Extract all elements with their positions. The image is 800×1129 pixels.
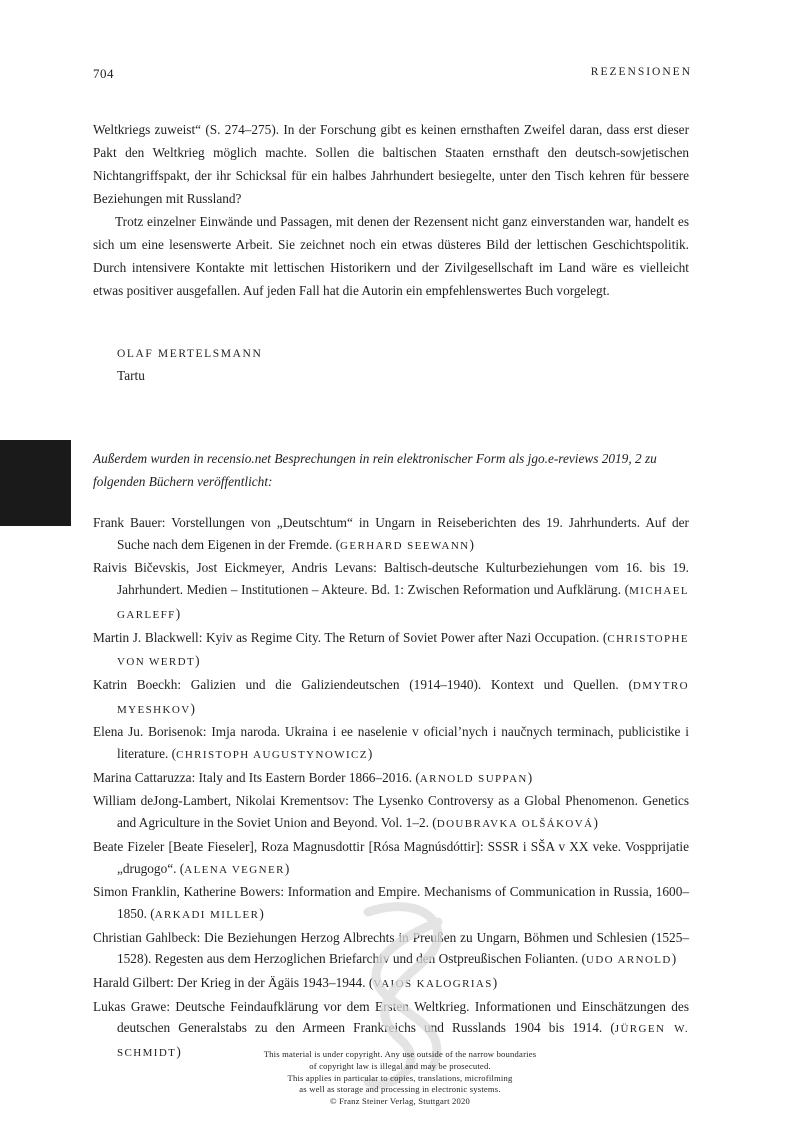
list-item: Beate Fizeler [Beate Fieseler], Roza Magnusdottir [Rósa Magnúsdóttir]: SSSR i SŠA v XX veke. Vospprijatie „drugogo“. (ALENA VEGNER) [93,838,689,876]
reviewer-name: ARKADI MILLER [154,908,260,921]
list-item: Katrin Boeckh: Galizien und die Galiziendeutschen (1914–1940). Kontext und Quellen. (DMYTRO MYESHKOV) [93,676,689,716]
list-item: Marina Cattaruzza: Italy and Its Eastern Border 1866–2016. (ARNOLD SUPPAN) [93,769,533,785]
intro-note: Außerdem wurden in recensio.net Besprechungen in rein elektronischer Form als jgo.e-reviews 2019, 2 zu folgenden Büchern veröffentlicht: [93,451,657,489]
author-place: Tartu [117,368,145,383]
list-item: Frank Bauer: Vorstellungen von „Deutschtum“ in Ungarn in Reiseberichten des 19. Jahrhunderts. Auf der Suche nach dem Eigenen in der Fremde. (GERHARD SEEWANN) [93,515,689,552]
reviewer-name: UDO ARNOLD [585,954,672,967]
reviewer-name: CHRISTOPH AUGUSTYNOWICZ [176,749,368,762]
copyright-line: This applies in particular to copies, translations, microfilming [287,1072,513,1083]
list-item: Martin J. Blackwell: Kyiv as Regime City. The Return of Soviet Power after Nazi Occupation. (CHRISTOPHE VON WERDT) [93,629,689,669]
list-item: Raivis Bičevskis, Jost Eickmeyer, Andris Levans: Baltisch-deutsche Kulturbeziehungen vom 16. bis 19. Jahrhundert. Medien – Institutionen – Akteure. Bd. 1: Zwischen Reformation und Aufklärung. (MICHAEL GARLEFF) [93,560,689,621]
list-item: Christian Gahlbeck: Die Beziehungen Herzog Albrechts in Preußen zu Ungarn, Böhmen und Schlesien (1525–1528). Regesten aus dem Herzoglichen Briefarchiv und den Ostpreußischen Folianten. (UDO ARNOLD) [93,929,689,967]
copyright-line: © Franz Steiner Verlag, Stuttgart 2020 [330,1096,470,1107]
running-header: REZENSIONEN [590,66,692,78]
copyright-notice [200,1049,600,1108]
reviewer-name: GERHARD SEEWANN [340,539,470,552]
list-item: Elena Ju. Borisenok: Imja naroda. Ukraina i ee naselenie v oficial’nych i naučnych terminach, publicistike i literature. (CHRISTOPH AUGUSTYNOWICZ) [93,724,689,762]
section-thumb-tab [0,440,71,526]
author-signature [117,343,262,387]
reviewer-name: JÜRGEN W. SCHMIDT [117,1023,689,1060]
list-item: Harald Gilbert: Der Krieg in der Ägäis 1943–1944. (VAIOS KALOGRIAS) [93,975,498,991]
book-reference: Beate Fizeler [Beate Fieseler], Roza Magnusdottir [Rósa Magnúsdóttir]: SSSR i SŠA v XX veke. Vospprijatie „drugogo“. [93,838,689,876]
book-reference: William deJong-Lambert, Nikolai Krementsov: The Lysenko Controversy as a Global Phenomenon. Genetics and Agriculture in the Soviet Union and Beyond. Vol. 1–2. [93,793,689,831]
reviewer-name: MICHAEL GARLEFF [117,585,689,621]
book-reference: Frank Bauer: Vorstellungen von „Deutschtum“ in Ungarn in Reiseberichten des 19. Jahrhunderts. Auf der Suche nach dem Eigenen in der Fremde. [93,515,689,552]
list-item: William deJong-Lambert, Nikolai Krementsov: The Lysenko Controversy as a Global Phenomenon. Genetics and Agriculture in the Soviet Union and Beyond. Vol. 1–2. (DOUBRAVKA OLŠÁKOVÁ) [93,793,689,831]
reviewer-name: ARNOLD SUPPAN [419,772,528,785]
book-reference: Katrin Boeckh: Galizien und die Galiziendeutschen (1914–1940). Kontext und Quellen. [93,676,619,692]
reviewer-name: DOUBRAVKA OLŠÁKOVÁ [436,818,594,831]
book-reference: Raivis Bičevskis, Jost Eickmeyer, Andris Levans: Baltisch-deutsche Kulturbeziehungen vom 16. bis 19. Jahrhundert. Medien – Institutionen – Akteure. Bd. 1: Zwischen Reformation und Aufklärung. [93,560,689,598]
reviewer-name: DMYTRO MYESHKOV [117,679,689,716]
body-paragraph: Trotz einzelner Einwände und Passagen, mit denen der Rezensent nicht ganz einverstanden war, handelt es sich um eine lesenswerte Arbeit. Sie zeichnet noch ein etwas düsteres Bild der lettischen Geschichtspolitik. Durch intensivere Kontakte mit lettischen Historikern und der Zivilgesellschaft im Land wäre es vielleicht etwas positiver ausgefallen. Auf jeden Fall hat die Autorin ein empfehlenswertes Buch vorgelegt. [93,214,689,298]
copyright-line: as well as storage and processing in electronic systems. [299,1084,501,1095]
reviewer-name: ALENA VEGNER [184,863,285,876]
book-reference: Harald Gilbert: Der Krieg in der Ägäis 1943–1944. [93,975,366,991]
reviewer-name: VAIOS KALOGRIAS [373,978,493,991]
reviewer-name: CHRISTOPHE VON WERDT [117,632,689,669]
author-name: OLAF MERTELSMANN [117,348,263,360]
book-reference: Lukas Grawe: Deutsche Feindaufklärung vor dem Ersten Weltkrieg. Informationen und Einschätzungen des deutschen Generalstabs zu den Armeen Frankreichs und Russlands 1904 bis 1914. [93,998,689,1036]
book-reference: Simon Franklin, Katherine Bowers: Information and Empire. Mechanisms of Communication in Russia, 1600–1850. [93,884,689,921]
book-reference: Marina Cattaruzza: Italy and Its Eastern Border 1866–2016. [93,769,413,785]
copyright-line: of copyright law is illegal and may be prosecuted. [309,1060,491,1071]
book-reference: Christian Gahlbeck: Die Beziehungen Herzog Albrechts in Preußen zu Ungarn, Böhmen und Schlesien (1525–1528). Regesten aus dem Herzoglichen Briefarchiv und den Ostpreußischen Folianten. [93,929,689,967]
copyright-line: This material is under copyright. Any use outside of the narrow boundaries [263,1049,537,1059]
list-item: Simon Franklin, Katherine Bowers: Information and Empire. Mechanisms of Communication in Russia, 1600–1850. (ARKADI MILLER) [93,884,689,921]
list-item: Lukas Grawe: Deutsche Feindaufklärung vor dem Ersten Weltkrieg. Informationen und Einschätzungen des deutschen Generalstabs zu den Armeen Frankreichs und Russlands 1904 bis 1914. (JÜRGEN W. SCHMIDT) [93,998,689,1060]
body-paragraph: Weltkriegs zuweist“ (S. 274–275). In der Forschung gibt es keinen ernsthaften Zweifel daran, dass erst dieser Pakt den Weltkrieg möglich machte. Sollen die baltischen Staaten ernsthaft den deutsch-sowjetischen Nichtangriffspakt, der ihr Schicksal für ein halbes Jahrhundert besiegelte, unter den Tisch kehren für bessere Beziehungen mit Russland? [93,122,689,206]
book-reference: Elena Ju. Borisenok: Imja naroda. Ukraina i ee naselenie v oficial’nych i naučnych terminach, publicistike i literature. [93,724,689,762]
page-number: 704 [93,66,114,81]
book-reference: Martin J. Blackwell: Kyiv as Regime City. The Return of Soviet Power after Nazi Occupation. [93,629,600,645]
